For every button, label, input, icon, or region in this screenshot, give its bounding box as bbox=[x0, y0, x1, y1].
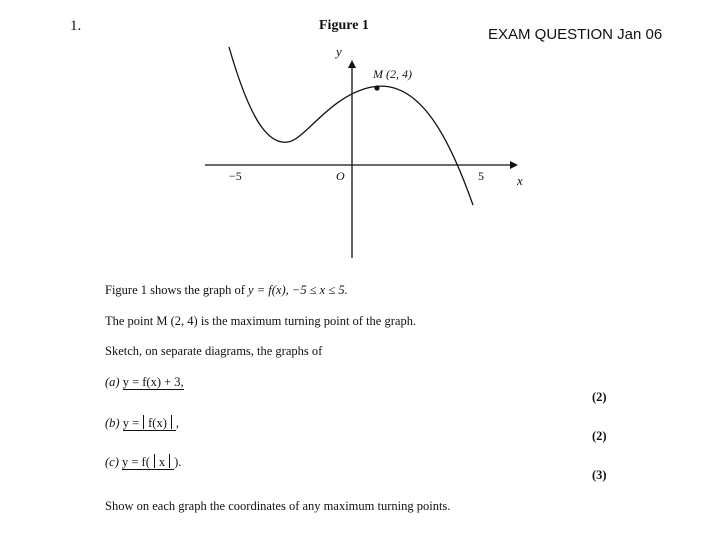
part-a-equation: y = f(x) + 3, bbox=[122, 375, 184, 389]
part-b-equation bbox=[123, 416, 176, 431]
part-b bbox=[105, 415, 179, 431]
part-c-label: (c) bbox=[105, 455, 119, 469]
max-point-line: The point M (2, 4) is the maximum turning point of the graph. bbox=[105, 314, 417, 328]
part-b-eq-start: y = bbox=[122, 416, 140, 430]
intro-equation: y = f(x), bbox=[248, 283, 289, 297]
part-b-eq-end: , bbox=[175, 416, 180, 430]
x-max-label: 5 bbox=[478, 169, 484, 183]
sketch-instruction: Sketch, on separate diagrams, the graphs of bbox=[105, 344, 323, 358]
x-axis-arrow bbox=[510, 161, 518, 169]
part-b-eq-mid: f(x) bbox=[148, 416, 167, 430]
part-a-marks: (2) bbox=[592, 390, 607, 404]
figure-title: Figure 1 bbox=[319, 18, 369, 33]
intro-domain: −5 ≤ x ≤ 5. bbox=[291, 283, 348, 297]
y-axis-arrow bbox=[348, 60, 356, 68]
x-axis-label: x bbox=[517, 173, 523, 188]
exam-label: EXAM QUESTION Jan 06 bbox=[488, 26, 663, 43]
y-axis-label: y bbox=[336, 44, 342, 59]
part-b-marks: (2) bbox=[592, 429, 607, 443]
part-a bbox=[105, 375, 184, 390]
part-c-equation bbox=[122, 455, 174, 470]
part-c bbox=[105, 454, 181, 470]
origin-label: O bbox=[336, 169, 345, 183]
max-point-marker bbox=[374, 85, 379, 90]
part-c-eq-start: y = f( bbox=[122, 455, 150, 469]
part-c-marks: (3) bbox=[592, 468, 607, 482]
intro-prefix: Figure 1 shows the graph of bbox=[105, 283, 245, 297]
part-a-label: (a) bbox=[105, 375, 120, 389]
max-point-label: M (2, 4) bbox=[373, 67, 412, 81]
intro-line bbox=[105, 283, 348, 298]
part-c-eq-mid: x bbox=[158, 455, 166, 469]
curve-fx bbox=[229, 47, 473, 205]
part-b-label: (b) bbox=[105, 416, 120, 430]
footer-instruction: Show on each graph the coordinates of any maximum turning points. bbox=[105, 499, 451, 513]
question-number: 1. bbox=[70, 18, 82, 34]
part-c-eq-end: ). bbox=[174, 455, 182, 469]
x-min-label: −5 bbox=[229, 169, 242, 183]
